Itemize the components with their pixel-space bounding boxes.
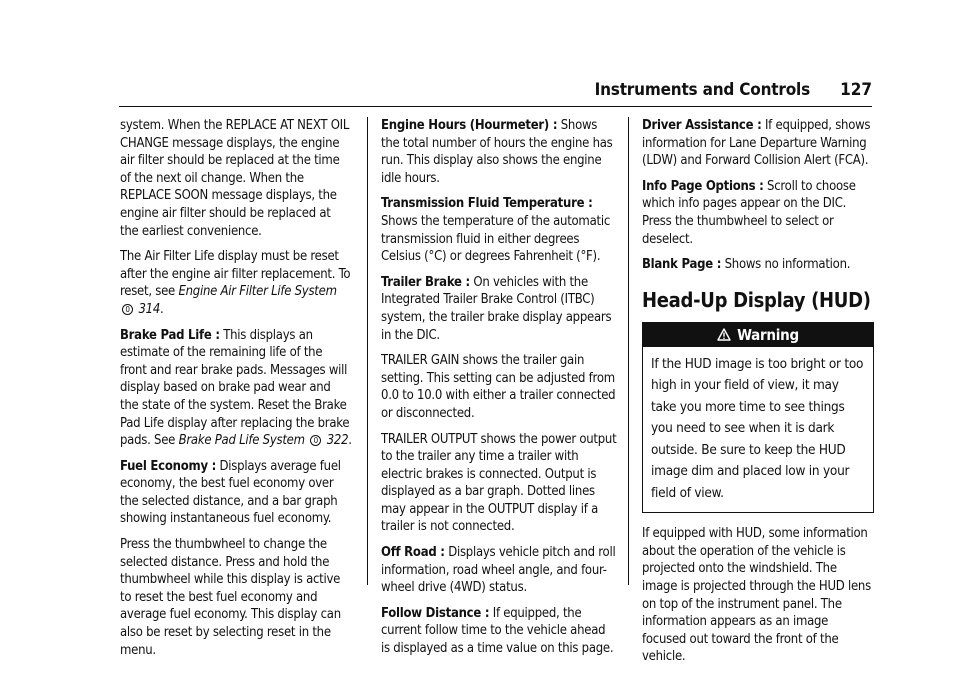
paragraph: If equipped with HUD, some information about the operation of the vehicle is projected onto the windshield. The image is projected through the HUD lens on top of the instrument panel. The information appears as an image focused out toward the front of the vehicle. (642, 526, 871, 665)
definition-term: Transmission Fluid Temperature : (381, 196, 593, 212)
definition-text: Shows the total number of hours the engine has run. This display also shows the engine idle hours. (381, 118, 613, 186)
page-reference[interactable]: 314 (138, 301, 161, 317)
definition (381, 117, 617, 187)
punctuation: . (160, 301, 164, 317)
definition (642, 178, 874, 248)
definition-term: Driver Assistance : (642, 118, 762, 133)
warning-text: If the HUD image is too bright or too high in your field of view, it may take you more time to see things you need to see when it is dark outside. Be sure to keep the HUD image dim and placed low in your field of view. (651, 355, 864, 501)
warning-header (643, 323, 873, 347)
column-middle (381, 117, 617, 666)
definition-term: Off Road : (381, 545, 445, 561)
section-heading: Head-Up Display (HUD) (642, 287, 871, 312)
paragraph: Press the thumbwheel to change the selected distance. Press and hold the thumbwheel while this display is active to reset the best fuel economy and average fuel economy. This display can also be reset by selecting reset in the menu. (120, 537, 341, 658)
header-rule (119, 106, 872, 107)
definition-term: Fuel Economy : (120, 458, 217, 474)
column-left (120, 117, 352, 667)
definition-text: Shows no information. (721, 257, 851, 273)
definition-text: Displays average fuel economy, the best fuel economy over the selected distance, and a bar graph showing instantaneous fuel economy. (120, 458, 341, 527)
punctuation: . (348, 433, 352, 449)
paragraph: TRAILER GAIN shows the trailer gain setting. This setting can be adjusted from 0.0 to 10.0 with either a trailer connected or disconnected. (381, 353, 616, 421)
paragraph-text: The Air Filter Life display must be reset after the engine air filter replacement. To reset, see (120, 249, 351, 300)
definition (381, 195, 617, 265)
column-divider (367, 117, 368, 585)
definition (381, 274, 617, 344)
page-number: 127 (840, 80, 872, 100)
paragraph: system. When the REPLACE AT NEXT OIL CHANGE message displays, the engine air filter should be replaced at the time of the next oil change. When the REPLACE SOON message displays, the engine air filter should be replaced at the earliest convenience. (120, 118, 350, 239)
definition-term: Engine Hours (Hourmeter) : (381, 118, 558, 133)
page-reference-icon: 0 (122, 304, 133, 315)
definition (381, 605, 617, 658)
definition-term: Follow Distance : (381, 605, 490, 621)
definition (120, 327, 352, 450)
page-reference[interactable]: 322 (326, 433, 349, 449)
header-title: Instruments and Controls (594, 80, 810, 100)
page-reference-icon: 0 (310, 435, 321, 446)
definition-text: Scroll to choose which info pages appear on the DIC. Press the thumbwheel to select or deselect. (642, 178, 856, 247)
definition-text: If equipped, the current follow time to the vehicle ahead is displayed as a time value on this page. (381, 605, 614, 657)
definition (381, 544, 617, 597)
definition-text: Shows the temperature of the automatic transmission fluid in either degrees Celsius (°C) or degrees Fahrenheit (°F). (381, 213, 611, 265)
definition-text: This displays an estimate of the remaining life of the front and rear brake pads. Messages will display based on brake pad wear and the state of the system. Reset the Brake Pad Life display after replacing the brake pads. See (120, 327, 350, 449)
page-header (0, 78, 960, 108)
column-divider (628, 117, 629, 585)
definition-term: Brake Pad Life : (120, 327, 220, 343)
warning-box (642, 322, 874, 514)
cross-reference-link[interactable]: Engine Air Filter Life System (178, 284, 337, 300)
definition (120, 458, 352, 528)
definition-text: Displays vehicle pitch and roll information, road wheel angle, and four-wheel drive (4WD) status. (381, 545, 616, 596)
definition-term: Trailer Brake : (381, 274, 470, 290)
warning-title: Warning (737, 325, 799, 344)
definition-term: Info Page Options : (642, 178, 764, 194)
definition-text: On vehicles with the Integrated Trailer Brake Control (ITBC) system, the trailer brake display appears in the DIC. (381, 274, 612, 343)
definition-text: If equipped, shows information for Lane Departure Warning (LDW) and Forward Collision Alert (FCA). (642, 118, 871, 169)
definition-term: Blank Page : (642, 257, 722, 273)
cross-reference-link[interactable]: Brake Pad Life System (178, 433, 305, 449)
paragraph (120, 248, 352, 318)
column-right (642, 117, 874, 674)
paragraph: TRAILER OUTPUT shows the power output to the trailer any time a trailer with electric brakes is connected. Output is displayed as a bar graph. Dotted lines may appear in the OUTPUT display if a trailer is not connected. (381, 431, 617, 535)
definition (642, 256, 874, 274)
warning-triangle-icon (717, 324, 731, 348)
definition (642, 117, 874, 170)
